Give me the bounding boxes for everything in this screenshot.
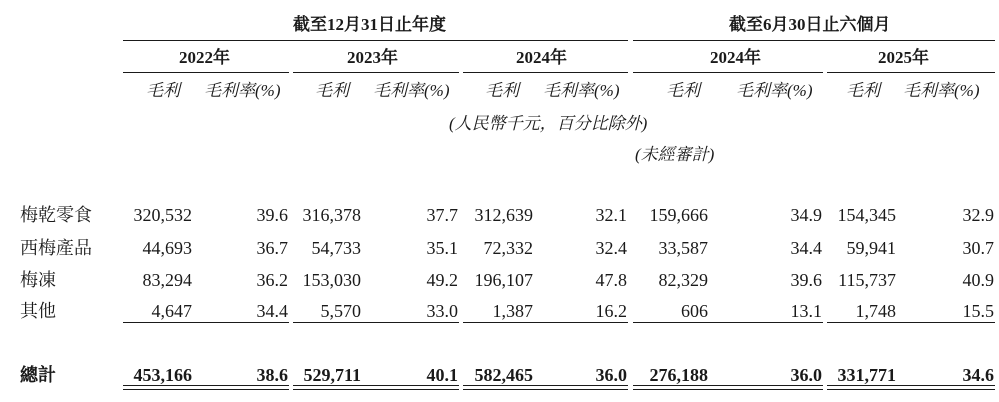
table-cell: 82,329	[658, 270, 708, 290]
year-rule-2023	[293, 72, 459, 73]
row-label: 其他	[20, 301, 56, 321]
table-cell: 32.4	[595, 238, 627, 258]
total-double-rule	[633, 385, 823, 390]
table-cell: 196,107	[474, 270, 533, 290]
table-cell: 35.1	[426, 238, 458, 258]
table-cell: 312,639	[474, 205, 533, 225]
col-gross-profit: 毛利	[315, 81, 349, 100]
subtotal-rule	[123, 322, 289, 323]
table-cell: 39.6	[790, 270, 822, 290]
total-label: 總計	[20, 365, 56, 385]
table-cell: 44,693	[142, 238, 192, 258]
rule-year-end	[123, 40, 628, 41]
col-gross-profit: 毛利	[485, 81, 519, 100]
year-rule-2022	[123, 72, 289, 73]
table-cell: 1,748	[855, 301, 896, 321]
col-gross-margin: 毛利率(%)	[903, 81, 980, 100]
table-cell: 39.6	[256, 205, 288, 225]
subtotal-rule	[293, 322, 459, 323]
total-cell: 582,465	[474, 365, 533, 385]
total-double-rule	[463, 385, 628, 390]
col-gross-profit: 毛利	[146, 81, 180, 100]
row-label: 西梅產品	[20, 238, 92, 258]
total-cell: 38.6	[256, 365, 288, 385]
total-cell: 36.0	[595, 365, 627, 385]
table-cell: 16.2	[595, 301, 627, 321]
table-cell: 159,666	[649, 205, 708, 225]
table-cell: 33,587	[658, 238, 708, 258]
row-label: 梅乾零食	[20, 205, 92, 225]
table-cell: 5,570	[320, 301, 361, 321]
table-cell: 153,030	[302, 270, 361, 290]
table-cell: 32.1	[595, 205, 627, 225]
table-cell: 32.9	[962, 205, 994, 225]
total-cell: 36.0	[790, 365, 822, 385]
col-gross-margin: 毛利率(%)	[373, 81, 450, 100]
table-cell: 30.7	[962, 238, 994, 258]
unit-note: (人民幣千元，百分比除外)	[449, 114, 648, 133]
header-year-end: 截至12月31日止年度	[293, 15, 446, 34]
total-double-rule	[293, 385, 459, 390]
table-cell: 36.7	[256, 238, 288, 258]
rule-six-months	[633, 40, 995, 41]
total-cell: 331,771	[837, 365, 896, 385]
total-cell: 529,711	[303, 365, 361, 385]
row-label: 梅凍	[20, 270, 56, 290]
table-cell: 72,332	[483, 238, 533, 258]
table-cell: 34.4	[790, 238, 822, 258]
table-cell: 33.0	[426, 301, 458, 321]
total-cell: 276,188	[649, 365, 708, 385]
table-cell: 1,387	[492, 301, 533, 321]
col-gross-profit: 毛利	[666, 81, 700, 100]
year-header-2022: 2022年	[179, 48, 230, 67]
table-cell: 49.2	[426, 270, 458, 290]
unaudited-note: (未經審計)	[635, 145, 715, 164]
table-cell: 320,532	[133, 205, 192, 225]
table-cell: 115,737	[838, 270, 896, 290]
table-cell: 13.1	[790, 301, 822, 321]
table-cell: 15.5	[962, 301, 994, 321]
col-gross-margin: 毛利率(%)	[204, 81, 281, 100]
table-cell: 34.4	[256, 301, 288, 321]
year-header-2024: 2024年	[516, 48, 567, 67]
table-cell: 36.2	[256, 270, 288, 290]
col-gross-margin: 毛利率(%)	[736, 81, 813, 100]
total-cell: 453,166	[133, 365, 192, 385]
total-double-rule	[827, 385, 995, 390]
year-header-2024-h1: 2024年	[710, 48, 761, 67]
table-cell: 37.7	[426, 205, 458, 225]
table-cell: 40.9	[962, 270, 994, 290]
year-rule-2025-h1	[827, 72, 995, 73]
subtotal-rule	[463, 322, 628, 323]
table-cell: 59,941	[846, 238, 896, 258]
subtotal-rule	[827, 322, 995, 323]
total-cell: 40.1	[426, 365, 458, 385]
year-header-2025-h1: 2025年	[878, 48, 929, 67]
total-cell: 34.6	[962, 365, 994, 385]
table-cell: 4,647	[151, 301, 192, 321]
table-cell: 34.9	[790, 205, 822, 225]
total-double-rule	[123, 385, 289, 390]
subtotal-rule	[633, 322, 823, 323]
year-rule-2024	[463, 72, 628, 73]
table-cell: 83,294	[142, 270, 192, 290]
year-header-2023: 2023年	[347, 48, 398, 67]
table-cell: 154,345	[837, 205, 896, 225]
table-cell: 606	[681, 301, 708, 321]
col-gross-profit: 毛利	[846, 81, 880, 100]
table-cell: 316,378	[302, 205, 361, 225]
table-cell: 47.8	[595, 270, 627, 290]
col-gross-margin: 毛利率(%)	[543, 81, 620, 100]
table-cell: 54,733	[311, 238, 361, 258]
header-six-months: 截至6月30日止六個月	[729, 15, 891, 34]
year-rule-2024-h1	[633, 72, 823, 73]
